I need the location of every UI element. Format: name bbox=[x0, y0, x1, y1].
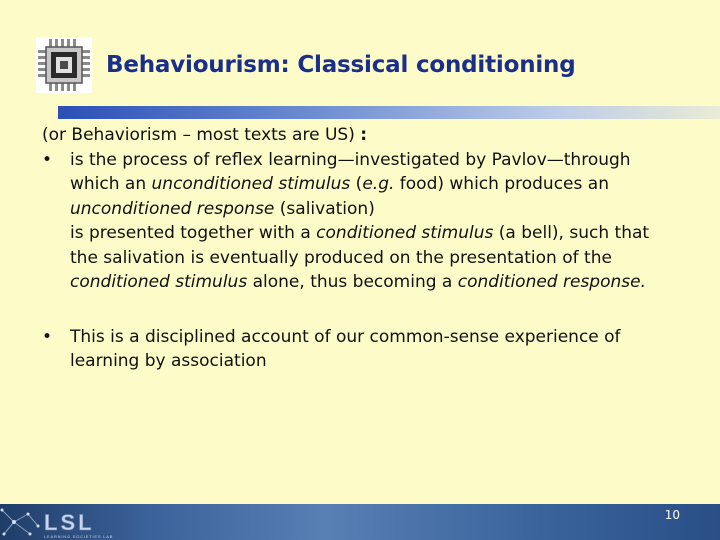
term-conditioned-stimulus: conditioned stimulus bbox=[316, 223, 494, 243]
slide-title: Behaviourism: Classical conditioning bbox=[106, 52, 576, 78]
footer-logo-subtext: LEARNING SOCIETIES LAB bbox=[44, 534, 114, 539]
lsl-logo bbox=[0, 504, 140, 540]
bullet1-line6 bbox=[70, 270, 692, 295]
intro-colon: : bbox=[360, 125, 368, 145]
term-unconditioned-response: unconditioned response bbox=[70, 198, 275, 219]
bullet-item-1 bbox=[42, 148, 692, 295]
bullet1-line1: is the process of reflex learning—investigated by Pavlov—through bbox=[70, 149, 631, 170]
chip-icon bbox=[36, 37, 92, 93]
bullet1-line2 bbox=[70, 172, 692, 197]
title-underline-bar bbox=[58, 106, 720, 119]
bullet2-line1: This is a disciplined account of our common-sense experience of bbox=[70, 326, 621, 347]
bullet1-line2-text-a: which an bbox=[70, 174, 152, 194]
term-unconditioned-stimulus: unconditioned stimulus bbox=[151, 174, 351, 194]
bullet1-line3 bbox=[70, 197, 692, 222]
bullet-icon: • bbox=[42, 149, 53, 170]
bullet1-line2-text-b: ( bbox=[350, 174, 363, 194]
term-conditioned-response: conditioned response. bbox=[457, 272, 646, 292]
bullet1-line6-text: alone, thus becoming a bbox=[247, 272, 458, 292]
footer-logo-text: LSL bbox=[44, 510, 95, 535]
bullet1-line4 bbox=[70, 221, 692, 246]
bullet1-line5: the salivation is eventually produced on the presentation of the bbox=[70, 247, 612, 268]
bullet-icon: • bbox=[42, 326, 53, 347]
spacer bbox=[42, 295, 692, 325]
bullet1-line2-text-c: food) which produces an bbox=[394, 174, 609, 194]
intro-text: (or Behaviorism – most texts are US) bbox=[42, 125, 361, 145]
bullet1-line3-text: (salivation) bbox=[274, 198, 375, 219]
slide-body bbox=[42, 123, 692, 374]
bullet2-line2: learning by association bbox=[70, 351, 267, 371]
term-eg: e.g. bbox=[362, 174, 395, 194]
bullet1-line4-text-b: (a bell), such that bbox=[493, 223, 650, 243]
page-number: 10 bbox=[664, 508, 680, 522]
bullet1-line4-text-a: is presented together with a bbox=[70, 223, 317, 243]
footer-bar bbox=[0, 504, 720, 540]
intro-line bbox=[42, 123, 692, 148]
bullet-item-2 bbox=[42, 325, 692, 374]
term-conditioned-stimulus-2: conditioned stimulus bbox=[70, 272, 248, 292]
